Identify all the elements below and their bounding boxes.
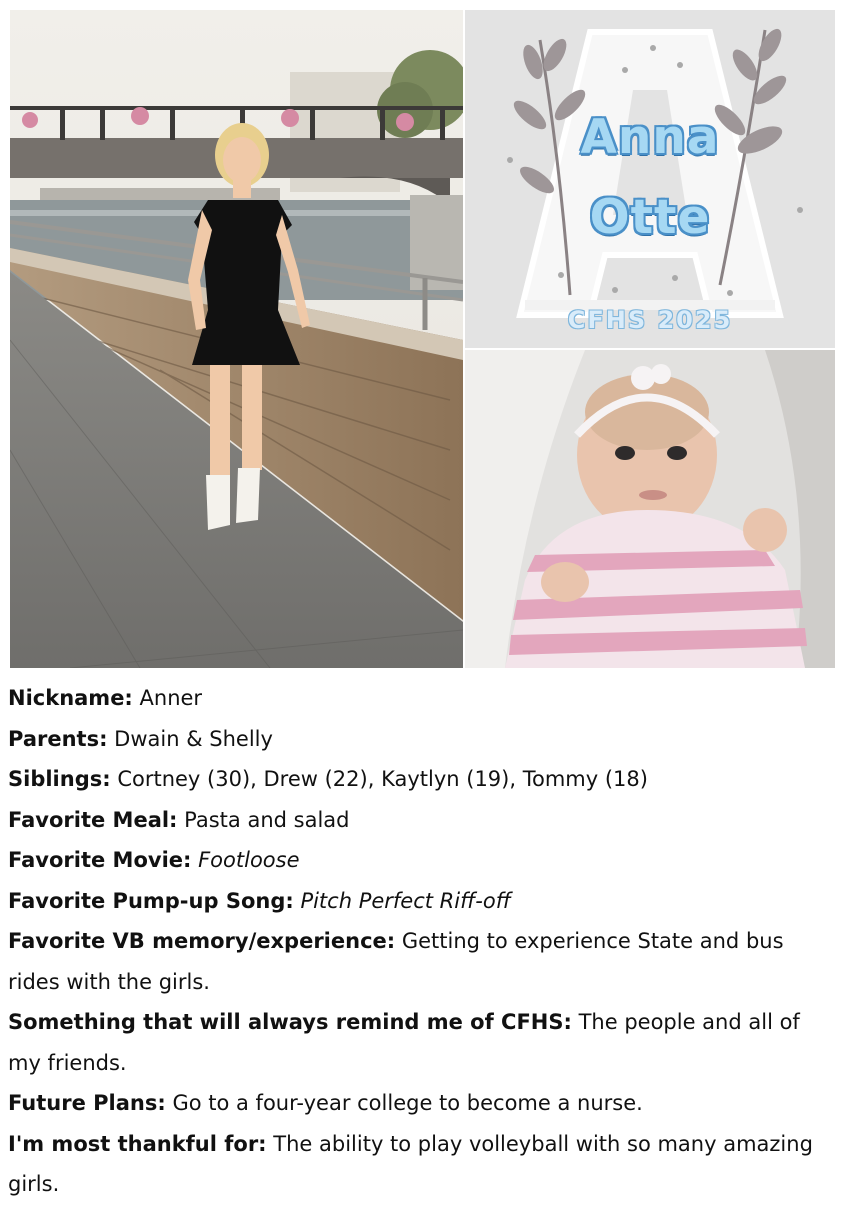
bio-label: Nickname:	[8, 686, 133, 710]
bio-value: Go to a four-year college to become a nurse.	[172, 1091, 643, 1115]
bio-nickname	[8, 678, 838, 719]
senior-photo	[10, 10, 463, 668]
bio-value: Dwain & Shelly	[114, 726, 273, 751]
bio-label: Favorite Meal:	[8, 807, 178, 832]
bio-value: Pitch Perfect Riff-off	[300, 888, 511, 913]
bio-label: Future Plans:	[8, 1091, 166, 1115]
bio-pump-up-song	[8, 881, 838, 922]
bio-label: Favorite Pump-up Song:	[8, 888, 294, 913]
bio-section	[8, 678, 838, 1205]
bio-value: The people and all of my friends.	[8, 1010, 800, 1075]
bio-label: Favorite VB memory/experience:	[8, 929, 396, 953]
bio-label: Something that will always remind me of CFHS:	[8, 1010, 572, 1034]
letter-a-emblem	[465, 10, 835, 348]
bio-value: Anner	[139, 686, 203, 710]
class-year: CFHS 2025	[567, 306, 733, 334]
bio-label: Parents:	[8, 726, 108, 751]
first-name: Anna	[580, 110, 720, 165]
bio-favorite-meal	[8, 800, 838, 841]
baby-photo	[465, 350, 835, 668]
bio-siblings	[8, 759, 838, 800]
bio-vb-memory	[8, 921, 838, 1002]
bio-value: Pasta and salad	[184, 807, 350, 832]
bio-value: Cortney (30), Drew (22), Kaytlyn (19), Tommy (18)	[117, 767, 648, 791]
bio-thankful-for	[8, 1124, 838, 1205]
bio-value: Footloose	[198, 848, 300, 872]
last-name: Otte	[589, 190, 711, 245]
name-title-card	[465, 10, 835, 348]
bio-value: The ability to play volleyball with so many amazing girls.	[8, 1131, 813, 1196]
bio-cfhs-reminder	[8, 1002, 838, 1083]
bio-parents	[8, 719, 838, 760]
photo-grid	[10, 10, 835, 668]
bio-future-plans	[8, 1083, 838, 1124]
bio-label: I'm most thankful for:	[8, 1131, 267, 1156]
bio-favorite-movie	[8, 840, 838, 881]
bio-value: Getting to experience State and bus rides with the girls.	[8, 929, 784, 994]
bio-label: Siblings:	[8, 767, 111, 791]
bio-label: Favorite Movie:	[8, 848, 192, 872]
